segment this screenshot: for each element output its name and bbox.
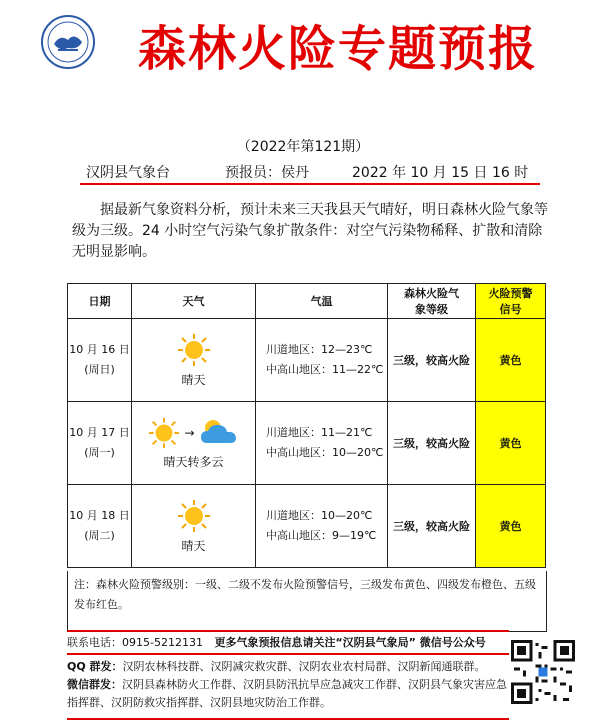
date-cell — [68, 402, 132, 485]
header-date: 日期 — [68, 284, 132, 319]
temp-cell — [256, 319, 388, 402]
header-signal: 火险预警信号 — [476, 284, 546, 319]
temp-valley: 川道地区：12—23℃ — [266, 343, 373, 356]
sun-icon — [148, 417, 180, 449]
risk-level: 三级，较高火险 — [388, 319, 476, 402]
page-title: 森林火险专题预报 — [137, 21, 538, 77]
temp-cell — [256, 402, 388, 485]
qq-groups — [67, 658, 507, 676]
weather-cell — [132, 319, 256, 402]
contact-phone: 联系电话：0915-5212131 — [67, 636, 203, 649]
agency-name: 汉阴县气象台 — [86, 165, 170, 181]
arrow-icon: → — [184, 425, 195, 440]
weekday: (周日) — [84, 363, 115, 376]
header-risk: 森林火险气象等级 — [388, 284, 476, 319]
weather-label: 晴天 — [181, 538, 206, 553]
partly-cloudy-icon — [199, 417, 239, 449]
forecaster: 预报员：侯丹 — [225, 165, 309, 181]
weekday: (周二) — [84, 529, 115, 542]
wechat-list: 汉阴县森林防火工作群、汉阴县防汛抗旱应急减灾工作群、汉阴县气象灾害应急指挥群、汉阴防救灾指挥群、汉阴县地灾防治工作群。 — [67, 678, 507, 709]
weather-label: 晴天转多云 — [163, 454, 224, 469]
table-row — [68, 319, 546, 402]
wechat-groups — [67, 676, 507, 712]
temp-valley: 川道地区：11—21℃ — [266, 426, 373, 439]
wechat-label: 微信群发： — [67, 678, 122, 691]
sun-icon — [177, 333, 211, 367]
temp-cell — [256, 485, 388, 568]
weather-cell — [132, 485, 256, 568]
footer-divider-mid — [67, 653, 509, 655]
issue-number: （2022年第121期） — [236, 139, 370, 155]
temp-valley: 川道地区：10—20℃ — [266, 509, 373, 522]
footer-divider-top — [67, 630, 509, 632]
weather-cell — [132, 402, 256, 485]
weekday: (周一) — [84, 446, 115, 459]
table-row — [68, 402, 546, 485]
distribution-groups — [67, 658, 507, 712]
temp-mountain: 中高山地区：11—22℃ — [266, 363, 384, 376]
qq-list: 汉阴农林科技群、汉阴减灾救灾群、汉阴农业农村局群、汉阴新闻通联群。 — [122, 660, 486, 673]
risk-level: 三级，较高火险 — [388, 402, 476, 485]
issue-time: 2022 年 10 月 15 日 16 时 — [352, 165, 529, 181]
table-row — [68, 485, 546, 568]
date: 10 月 17 日 — [69, 426, 130, 439]
risk-level: 三级，较高火险 — [388, 485, 476, 568]
table-header-row — [68, 284, 546, 319]
warning-signal: 黄色 — [476, 319, 546, 402]
header-temp: 气温 — [256, 284, 388, 319]
qr-code — [511, 640, 575, 704]
date-cell — [68, 485, 132, 568]
temp-mountain: 中高山地区：9—19℃ — [266, 529, 377, 542]
footer-divider-bottom — [67, 718, 509, 720]
date: 10 月 16 日 — [69, 343, 130, 356]
warning-signal: 黄色 — [476, 485, 546, 568]
qq-label: QQ 群发： — [67, 660, 123, 673]
temp-mountain: 中高山地区：10—20℃ — [266, 446, 384, 459]
forecast-summary: 据最新气象资料分析，预计未来三天我县天气晴好，明日森林火险气象等级为三级。24 小时空气污染气象扩散条件：对空气污染物稀释、扩散和清除无明显影响。 — [72, 202, 548, 260]
date-cell — [68, 319, 132, 402]
forecast-table — [67, 283, 546, 568]
meteorological-logo — [40, 14, 96, 70]
warning-signal: 黄色 — [476, 402, 546, 485]
weather-label: 晴天 — [181, 372, 206, 387]
date: 10 月 18 日 — [69, 509, 130, 522]
sun-icon — [177, 499, 211, 533]
warning-note: 注：森林火险预警级别：一级、二级不发布火险预警信号，三级发布黄色、四级发布橙色、五级发布红色。 — [67, 571, 547, 632]
header-divider — [80, 183, 540, 185]
contact-line — [67, 634, 507, 650]
follow-notice: 更多气象预报信息请关注“汉阴县气象局” 微信号公众号 — [214, 636, 486, 649]
header-weather: 天气 — [132, 284, 256, 319]
issuer-line — [80, 158, 540, 184]
